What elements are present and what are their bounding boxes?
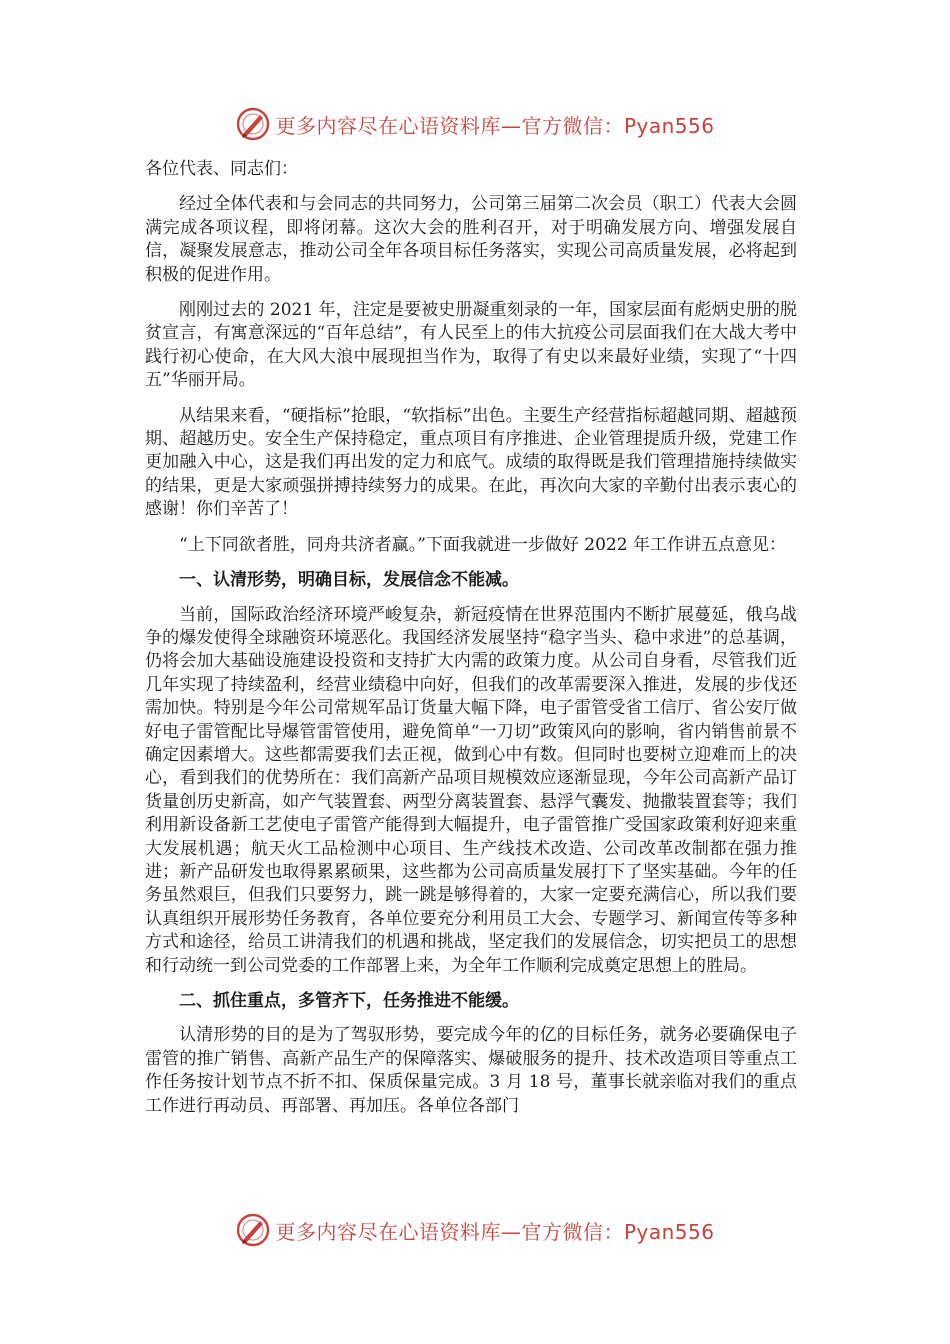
paragraph-2: 刚刚过去的 2021 年，注定是要被史册凝重刻录的一年，国家层面有彪炳史册的脱贫宣言，有寓意深远的“百年总结”，有人民至上的伟大抗疫公司层面我们在大战大考中践行初心使命，在大风大浪中展现担当作为，取得了有史以来最好业绩，实现了“十四五”华丽开局。 — [145, 300, 797, 391]
paragraph-4: “上下同欲者胜，同舟共济者赢。”下面我就进一步做好 2022 年工作讲五点意见： — [179, 534, 786, 555]
salutation: 各位代表、同志们： — [145, 159, 298, 179]
section-heading-2: 二、抓住重点，多管齐下，任务推进不能缓。 — [179, 991, 519, 1011]
pen-circle-logo-icon — [235, 106, 271, 142]
header-watermark-banner — [0, 104, 950, 144]
watermark-text: 更多内容尽在心语资料库—官方微信：Pyan556 — [275, 1219, 715, 1244]
section-1-body: 当前，国际政治经济环境严峻复杂，新冠疫情在世界范围内不断扩展蔓延，俄乌战争的爆发使得全球融资环境恶化。我国经济发展坚持“稳字当头、稳中求进”的总基调，仍将会加大基础设施建设投资和支持扩大内需的政策力度。从公司自身看，尽管我们近几年实现了持续盈利，经营业绩稳中向好，但我们的改革需要深入推进，发展的步伐还需加快。特别是今年公司常规军品订货量大幅下降，电子雷管受省工信厅、省公安厅做好电子雷管配比导爆管雷管使用，避免简单“一刀切”政策风向的影响，省内销售前景不确定因素增大。这些都需要我们去正视，做到心中有数。但同时也要树立迎难而上的决心，看到我们的优势所在：我们高新产品项目规模效应逐渐显现，今年公司高新产品订货量创历史新高，如产气装置套、两型分离装置套、悬浮气囊发、抛撒装置套等；我们利用新设备新工艺使电子雷管产能得到大幅提升，电子雷管推广受国家政策利好迎来重大发展机遇；航天火工品检测中心项目、生产线技术改造、公司改革改制都在强力推进；新产品研发也取得累累硕果，这些都为公司高质量发展打下了坚实基础。今年的任务虽然艰巨，但我们只要努力，跳一跳是够得着的，大家一定要充满信心，所以我们要认真组织开展形势任务教育，各单位要充分利用员工大会、专题学习、新闻宣传等多种方式和途径，给员工讲清我们的机遇和挑战，坚定我们的发展信念，切实把员工的思想和行动统一到公司党委的工作部署上来，为全年工作顺利完成奠定思想上的胜局。 — [145, 604, 797, 976]
section-heading-1: 一、认清形势，明确目标，发展信念不能减。 — [179, 570, 519, 591]
watermark-text: 更多内容尽在心语资料库—官方微信：Pyan556 — [275, 113, 715, 138]
section-2-body: 认清形势的目的是为了驾驭形势，要完成今年的亿的目标任务，就务必要确保电子雷管的推广销售、高新产品生产的保障落实、爆破服务的提升、技术改造项目等重点工作任务按计划节点不折不扣、保质保量完成。3 月 18 号，董事长就亲临对我们的重点工作进行再动员、再部署、再加压。各单位各部门 — [145, 1025, 797, 1116]
footer-watermark-banner — [0, 1210, 950, 1250]
paragraph-1: 经过全体代表和与会同志的共同努力，公司第三届第二次会员（职工）代表大会圆满完成各项议程，即将闭幕。这次大会的胜利召开，对于明确发展方向、增强发展自信，凝聚发展意志，推动公司全年各项目标任务落实，实现公司高质量发展，必将起到积极的促进作用。 — [145, 194, 797, 285]
paragraph-3: 从结果来看，“硬指标”抢眼，“软指标”出色。主要生产经营指标超越同期、超越预期、超越历史。安全生产保持稳定，重点项目有序推进、企业管理提质升级，党建工作更加融入中心，这是我们再出发的定力和底气。成绩的取得既是我们管理措施持续做实的结果，更是大家顽强拼搏持续努力的成果。在此，再次向大家的辛勤付出表示衷心的感谢！你们辛苦了！ — [145, 405, 797, 520]
pen-circle-logo-icon — [235, 1212, 271, 1248]
document-body — [145, 158, 797, 1130]
